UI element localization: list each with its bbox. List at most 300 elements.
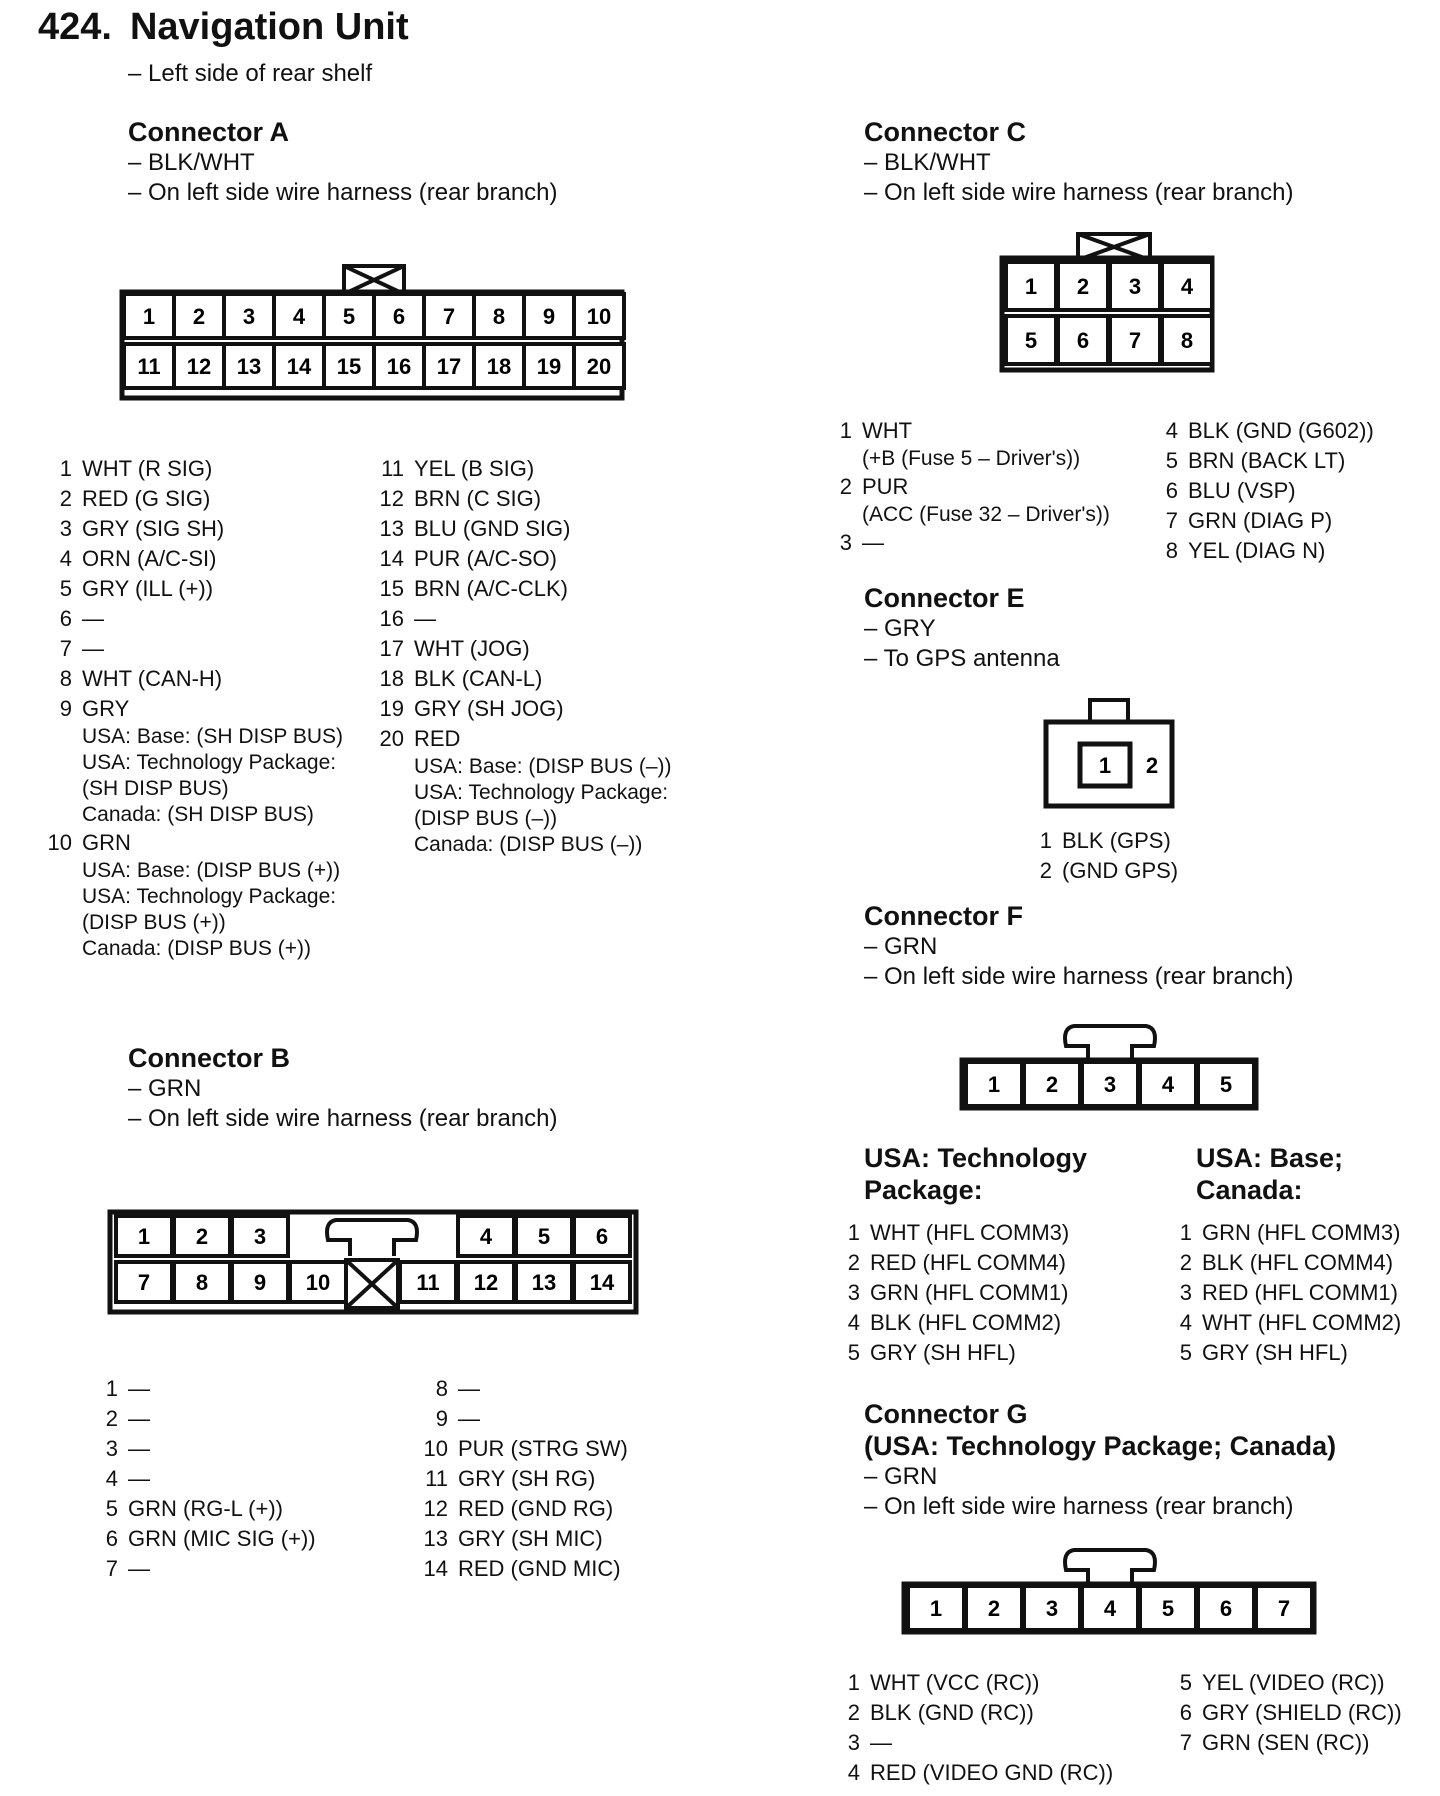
pin-note: (DISP BUS (–)) xyxy=(414,807,558,830)
connector-c-location: – On left side wire harness (rear branch) xyxy=(864,179,1294,206)
connector-e-color: – GRY xyxy=(864,615,936,642)
connector-g-color: – GRN xyxy=(864,1463,938,1490)
connector-a-title: Connector A xyxy=(128,117,289,147)
pin-number: 10 xyxy=(47,830,72,855)
pin-row xyxy=(416,1524,736,1554)
connector-a-header xyxy=(128,116,558,208)
pin-wire: RED xyxy=(414,726,461,751)
pin-wire: PUR (A/C-SO) xyxy=(414,546,557,571)
terminal-number: 17 xyxy=(436,354,462,379)
pin-note: (ACC (Fuse 32 – Driver's)) xyxy=(862,503,1110,526)
pin-row xyxy=(40,454,380,484)
terminal-number: 2 xyxy=(1045,1072,1059,1097)
connector-a-pins-right xyxy=(372,454,712,858)
terminal-number: 6 xyxy=(595,1224,609,1249)
pin-wire: — xyxy=(458,1376,480,1401)
pin-wire: PUR (STRG SW) xyxy=(458,1436,628,1461)
pin-number: 7 xyxy=(1165,508,1178,533)
pin-row xyxy=(1160,1248,1440,1278)
pin-number: 3 xyxy=(105,1436,118,1461)
pin-row xyxy=(86,1524,406,1554)
terminal-number: 13 xyxy=(236,354,262,379)
pin-wire: RED (GND MIC) xyxy=(458,1556,621,1581)
pin-wire: GRY (SH RG) xyxy=(458,1466,596,1491)
pin-number: 5 xyxy=(1165,448,1178,473)
pin-number: 11 xyxy=(425,1466,448,1491)
pin-row xyxy=(1160,1668,1440,1698)
connector-a-pins-left xyxy=(40,454,380,962)
pin-row xyxy=(86,1374,406,1404)
connector-f-diagram xyxy=(958,1016,1268,1112)
pin-number: 7 xyxy=(105,1556,118,1581)
terminal-number: 8 xyxy=(1180,328,1194,353)
connector-g-location: – On left side wire harness (rear branch) xyxy=(864,1493,1294,1520)
connector-g-title: Connector G xyxy=(864,1399,1028,1429)
pin-wire: GRY xyxy=(82,696,130,721)
pin-wire: PUR xyxy=(862,474,909,499)
terminal-number: 20 xyxy=(586,354,612,379)
pin-wire: BLK (CAN-L) xyxy=(414,666,543,691)
group-tech-line2: Package: xyxy=(864,1175,983,1205)
pin-wire: YEL (VIDEO (RC)) xyxy=(1202,1670,1385,1695)
pin-row xyxy=(1160,1698,1440,1728)
connector-g-header xyxy=(864,1398,1336,1522)
terminal-number: 3 xyxy=(1045,1596,1059,1621)
pin-wire: GRY (SH MIC) xyxy=(458,1526,603,1551)
connector-g-diagram xyxy=(900,1540,1320,1638)
connector-f-color: – GRN xyxy=(864,933,938,960)
lock-tab xyxy=(327,1220,417,1256)
terminal-number: 2 xyxy=(987,1596,1001,1621)
connector-c-title: Connector C xyxy=(864,117,1026,147)
connector-f-location: – On left side wire harness (rear branch) xyxy=(864,963,1294,990)
pin-number: 1 xyxy=(847,1220,860,1245)
pin-wire: — xyxy=(128,1376,150,1401)
pin-number: 9 xyxy=(435,1406,448,1431)
connector-b-header xyxy=(128,1042,558,1134)
pin-wire: — xyxy=(128,1406,150,1431)
pin-row xyxy=(828,1308,1158,1338)
pin-row xyxy=(828,1338,1158,1368)
pin-number: 3 xyxy=(839,530,852,555)
pin-wire: WHT xyxy=(862,418,913,443)
pin-number: 13 xyxy=(423,1526,448,1551)
pin-row xyxy=(828,1278,1158,1308)
pin-note: Canada: (DISP BUS (–)) xyxy=(414,833,643,856)
pin-number: 4 xyxy=(105,1466,118,1491)
terminal-number: 3 xyxy=(1128,274,1142,299)
pin-wire: — xyxy=(870,1730,892,1755)
pin-wire: GRN (SEN (RC)) xyxy=(1202,1730,1370,1755)
terminal-number: 12 xyxy=(186,354,212,379)
pin-note: Canada: (SH DISP BUS) xyxy=(82,803,314,826)
pin-note: USA: Technology Package: xyxy=(414,781,669,804)
terminal-number: 8 xyxy=(492,304,506,329)
pin-wire: GRY (SHIELD (RC)) xyxy=(1202,1700,1402,1725)
pin-row xyxy=(86,1464,406,1494)
pin-row xyxy=(40,634,380,664)
connector-f-pins-tech xyxy=(828,1218,1158,1368)
pin-row xyxy=(372,724,712,754)
pin-wire: GRN xyxy=(82,830,131,855)
connector-a-location: – On left side wire harness (rear branch) xyxy=(128,179,558,206)
terminal-number: 16 xyxy=(386,354,412,379)
connector-b-pins-right xyxy=(416,1374,736,1584)
terminal-number: 4 xyxy=(479,1224,493,1249)
pin-wire: BLK (HFL COMM2) xyxy=(870,1310,1062,1335)
pin-number: 18 xyxy=(379,666,404,691)
pin-row xyxy=(86,1554,406,1584)
pin-wire: WHT (VCC (RC)) xyxy=(870,1670,1040,1695)
pin-note: (SH DISP BUS) xyxy=(82,777,229,800)
terminal-number: 11 xyxy=(416,1270,440,1295)
pin-wire: — xyxy=(128,1436,150,1461)
pin-row xyxy=(1160,1278,1440,1308)
connector-f-group-tech xyxy=(864,1142,1087,1206)
pin-row xyxy=(40,828,380,858)
pin-wire: GRN (HFL COMM3) xyxy=(1202,1220,1401,1245)
pin-wire: GRY (ILL (+)) xyxy=(82,576,214,601)
pin-wire: GRN (HFL COMM1) xyxy=(870,1280,1069,1305)
pin-number: 2 xyxy=(105,1406,118,1431)
pin-wire: GRY (SIG SH) xyxy=(82,516,225,541)
pin-wire: WHT (JOG) xyxy=(414,636,530,661)
pin-number: 14 xyxy=(379,546,404,571)
pin-number: 3 xyxy=(847,1280,860,1305)
terminal-number: 3 xyxy=(253,1224,267,1249)
pin-wire: RED (HFL COMM4) xyxy=(870,1250,1066,1275)
pin-number: 2 xyxy=(1179,1250,1192,1275)
pin-number: 4 xyxy=(1179,1310,1192,1335)
terminal-number: 5 xyxy=(1161,1596,1175,1621)
pin-number: 4 xyxy=(1165,418,1178,443)
terminal-number: 4 xyxy=(1180,274,1194,299)
connector-c-header xyxy=(864,116,1294,208)
pin-number: 4 xyxy=(847,1310,860,1335)
terminal-number: 9 xyxy=(542,304,556,329)
group-tech-line1: USA: Technology xyxy=(864,1143,1088,1173)
pin-number: 4 xyxy=(847,1760,860,1785)
terminal-number: 6 xyxy=(1076,328,1090,353)
pin-number: 9 xyxy=(59,696,72,721)
connector-a-color: – BLK/WHT xyxy=(128,149,255,176)
pin-number: 6 xyxy=(1179,1700,1192,1725)
pin-wire: GRN (DIAG P) xyxy=(1188,508,1333,533)
pin-row xyxy=(372,484,712,514)
pin-wire: BRN (A/C-CLK) xyxy=(414,576,569,601)
connector-c-color: – BLK/WHT xyxy=(864,149,991,176)
pin-wire: BRN (BACK LT) xyxy=(1188,448,1346,473)
lock-tab xyxy=(1065,1026,1155,1062)
pin-row xyxy=(86,1434,406,1464)
pin-note: (DISP BUS (+)) xyxy=(82,911,226,934)
pin-number: 2 xyxy=(839,474,852,499)
unit-location: – Left side of rear shelf xyxy=(128,60,373,87)
pin-number: 1 xyxy=(839,418,852,443)
pin-wire: BLU (VSP) xyxy=(1188,478,1296,503)
pin-number: 17 xyxy=(379,636,404,661)
pin-number: 19 xyxy=(379,696,404,721)
connector-g-pins-right xyxy=(1160,1668,1440,1758)
terminal-number: 3 xyxy=(242,304,256,329)
pin-row xyxy=(1160,1728,1440,1758)
pin-note: USA: Base: (DISP BUS (–)) xyxy=(414,755,672,778)
pin-row xyxy=(372,514,712,544)
pin-number: 3 xyxy=(1179,1280,1192,1305)
terminal-number: 13 xyxy=(531,1270,557,1295)
pin-note: USA: Base: (SH DISP BUS) xyxy=(82,725,344,748)
pin-number: 5 xyxy=(1179,1340,1192,1365)
terminal-number: 18 xyxy=(486,354,512,379)
pin-wire: GRY (SH HFL) xyxy=(870,1340,1016,1365)
pin-number: 7 xyxy=(59,636,72,661)
terminal-number: 4 xyxy=(292,304,306,329)
pin-wire: GRY (SH JOG) xyxy=(414,696,564,721)
terminal-number: 10 xyxy=(586,304,612,329)
pin-row xyxy=(372,604,712,634)
connector-c-pins-right xyxy=(1146,416,1436,566)
pin-wire: GRN (RG-L (+)) xyxy=(128,1496,284,1521)
pin-number: 16 xyxy=(379,606,404,631)
pin-wire: GRY (SH HFL) xyxy=(1202,1340,1348,1365)
connector-b-diagram xyxy=(106,1208,646,1320)
pin-number: 2 xyxy=(847,1700,860,1725)
pin-note: USA: Technology Package: xyxy=(82,751,337,774)
connector-b-title: Connector B xyxy=(128,1043,290,1073)
pin-number: 1 xyxy=(1039,828,1052,853)
pin-row xyxy=(1146,506,1436,536)
terminal-number: 9 xyxy=(253,1270,267,1295)
pin-number: 5 xyxy=(847,1340,860,1365)
pin-row xyxy=(372,634,712,664)
pin-number: 14 xyxy=(423,1556,448,1581)
pin-row xyxy=(1020,856,1320,886)
terminal-number: 1 xyxy=(137,1224,151,1249)
pin-row xyxy=(416,1494,736,1524)
pin-row xyxy=(416,1554,736,1584)
terminal-number: 11 xyxy=(137,354,161,379)
pin-number: 11 xyxy=(381,456,404,481)
terminal-number: 7 xyxy=(442,304,456,329)
lock-tab xyxy=(1065,1550,1155,1586)
pin-row xyxy=(828,1668,1158,1698)
connector-a-diagram xyxy=(118,262,638,410)
terminal-number: 1 xyxy=(142,304,156,329)
pin-number: 2 xyxy=(847,1250,860,1275)
pin-number: 10 xyxy=(423,1436,448,1461)
pin-wire: BLK (HFL COMM4) xyxy=(1202,1250,1394,1275)
pin-wire: — xyxy=(862,530,884,555)
pin-wire: RED (VIDEO GND (RC)) xyxy=(870,1760,1114,1785)
terminal-number: 12 xyxy=(473,1270,499,1295)
pin-note: Canada: (DISP BUS (+)) xyxy=(82,937,311,960)
pin-number: 5 xyxy=(105,1496,118,1521)
pin-number: 3 xyxy=(847,1730,860,1755)
pin-row xyxy=(1020,826,1320,856)
pin-wire: YEL (DIAG N) xyxy=(1188,538,1326,563)
pin-wire: — xyxy=(82,636,104,661)
pin-wire: BRN (C SIG) xyxy=(414,486,542,511)
pin-number: 12 xyxy=(423,1496,448,1521)
pin-wire: WHT (CAN-H) xyxy=(82,666,223,691)
terminal-number: 7 xyxy=(1128,328,1142,353)
pin-wire: BLU (GND SIG) xyxy=(414,516,571,541)
pin-row xyxy=(1146,476,1436,506)
pin-number: 4 xyxy=(59,546,72,571)
pin-row xyxy=(1160,1338,1440,1368)
terminal-number: 1 xyxy=(1024,274,1038,299)
connector-b-pins-left xyxy=(86,1374,406,1584)
pin-note: USA: Base: (DISP BUS (+)) xyxy=(82,859,341,882)
pin-number: 6 xyxy=(1165,478,1178,503)
pin-row xyxy=(1160,1308,1440,1338)
pin-wire: YEL (B SIG) xyxy=(414,456,535,481)
pin-wire: (GND GPS) xyxy=(1062,858,1179,883)
pin-number: 13 xyxy=(379,516,404,541)
pin-row xyxy=(820,528,1150,558)
connector-e-diagram xyxy=(1040,696,1180,810)
connector-f-title: Connector F xyxy=(864,901,1023,931)
pin-row xyxy=(372,694,712,724)
pin-number: 8 xyxy=(435,1376,448,1401)
pin-row xyxy=(86,1494,406,1524)
pin-row xyxy=(828,1698,1158,1728)
pin-wire: — xyxy=(458,1406,480,1431)
pin-row xyxy=(40,544,380,574)
pin-wire: RED (HFL COMM1) xyxy=(1202,1280,1398,1305)
pin-row xyxy=(40,574,380,604)
pin-wire: BLK (GND (RC)) xyxy=(870,1700,1034,1725)
page-number: 424. xyxy=(38,6,112,48)
pin-row xyxy=(416,1374,736,1404)
terminal-number: 6 xyxy=(392,304,406,329)
pin-number: 5 xyxy=(59,576,72,601)
pin-number: 1 xyxy=(847,1670,860,1695)
pin-wire: WHT (HFL COMM3) xyxy=(870,1220,1070,1245)
pin-row xyxy=(1160,1218,1440,1248)
page-title xyxy=(38,6,409,49)
terminal-number: 10 xyxy=(305,1270,331,1295)
pin-note: USA: Technology Package: xyxy=(82,885,337,908)
pin-row xyxy=(372,454,712,484)
pin-row xyxy=(372,664,712,694)
terminal-number: 1 xyxy=(929,1596,943,1621)
pin-number: 8 xyxy=(59,666,72,691)
terminal-number: 7 xyxy=(137,1270,151,1295)
pin-row xyxy=(828,1218,1158,1248)
connector-c-pins-left xyxy=(820,416,1150,558)
pin-row xyxy=(820,472,1150,502)
pin-number: 2 xyxy=(59,486,72,511)
connector-e-header xyxy=(864,582,1060,674)
terminal-number: 15 xyxy=(336,354,362,379)
pin-wire: RED (G SIG) xyxy=(82,486,211,511)
pin-row xyxy=(820,416,1150,446)
pin-wire: WHT (R SIG) xyxy=(82,456,213,481)
connector-f-header xyxy=(864,900,1294,992)
pin-number: 15 xyxy=(379,576,404,601)
pin-number: 7 xyxy=(1179,1730,1192,1755)
pin-number: 1 xyxy=(105,1376,118,1401)
pin-row xyxy=(416,1434,736,1464)
terminal-number: 5 xyxy=(1219,1072,1233,1097)
pin-wire: — xyxy=(82,606,104,631)
terminal-number: 2 xyxy=(192,304,206,329)
pin-number: 3 xyxy=(59,516,72,541)
terminal-number: 5 xyxy=(342,304,356,329)
pin-number: 5 xyxy=(1179,1670,1192,1695)
terminal-number: 2 xyxy=(1076,274,1090,299)
pin-row xyxy=(40,664,380,694)
pin-row xyxy=(828,1758,1158,1788)
connector-f-group-base xyxy=(1196,1142,1343,1206)
pin-number: 20 xyxy=(379,726,404,751)
connector-g-pins-left xyxy=(828,1668,1158,1788)
group-base-line2: Canada: xyxy=(1196,1175,1303,1205)
connector-g-title2: (USA: Technology Package; Canada) xyxy=(864,1431,1337,1461)
pin-wire: — xyxy=(128,1556,150,1581)
terminal-number: 7 xyxy=(1277,1596,1291,1621)
terminal-number: 5 xyxy=(1024,328,1038,353)
pin-wire: BLK (GPS) xyxy=(1062,828,1171,853)
pin-wire: BLK (GND (G602)) xyxy=(1188,418,1374,443)
pin-row xyxy=(40,604,380,634)
terminal-number: 3 xyxy=(1103,1072,1117,1097)
terminal-number: 2 xyxy=(195,1224,209,1249)
terminal-number: 8 xyxy=(195,1270,209,1295)
pin-row xyxy=(40,514,380,544)
terminal-number: 4 xyxy=(1161,1072,1175,1097)
pin-wire: ORN (A/C-SI) xyxy=(82,546,217,571)
connector-e-title: Connector E xyxy=(864,583,1025,613)
pin-number: 12 xyxy=(379,486,404,511)
pin-row xyxy=(416,1464,736,1494)
pin-number: 1 xyxy=(59,456,72,481)
page-heading: Navigation Unit xyxy=(129,6,409,48)
pin-row xyxy=(372,574,712,604)
terminal-number: 19 xyxy=(536,354,562,379)
pin-number: 6 xyxy=(105,1526,118,1551)
terminal-number: 14 xyxy=(589,1270,615,1295)
pin-row xyxy=(1146,446,1436,476)
terminal-number: 14 xyxy=(286,354,312,379)
pin-row xyxy=(1146,536,1436,566)
terminal-number: 5 xyxy=(537,1224,551,1249)
terminal-number: 4 xyxy=(1103,1596,1117,1621)
pin-number: 8 xyxy=(1165,538,1178,563)
terminal-number: 1 xyxy=(987,1072,1001,1097)
pin-number: 2 xyxy=(1039,858,1052,883)
connector-e-pins xyxy=(1020,826,1320,886)
pin-number: 1 xyxy=(1179,1220,1192,1245)
pin-wire: GRN (MIC SIG (+)) xyxy=(128,1526,316,1551)
pin-row xyxy=(40,694,380,724)
pin-note: (+B (Fuse 5 – Driver's)) xyxy=(862,447,1081,470)
connector-f-pins-base xyxy=(1160,1218,1440,1368)
connector-b-color: – GRN xyxy=(128,1075,202,1102)
pin-number: 6 xyxy=(59,606,72,631)
terminal-number: 6 xyxy=(1219,1596,1233,1621)
pin-row xyxy=(1146,416,1436,446)
group-base-line1: USA: Base; xyxy=(1196,1143,1344,1173)
pin-wire: WHT (HFL COMM2) xyxy=(1202,1310,1402,1335)
pin-row xyxy=(416,1404,736,1434)
pin-wire: RED (GND RG) xyxy=(458,1496,614,1521)
pin-row xyxy=(828,1248,1158,1278)
pin-row xyxy=(828,1728,1158,1758)
connector-c-diagram xyxy=(998,230,1228,378)
terminal-number: 2 xyxy=(1145,753,1159,778)
